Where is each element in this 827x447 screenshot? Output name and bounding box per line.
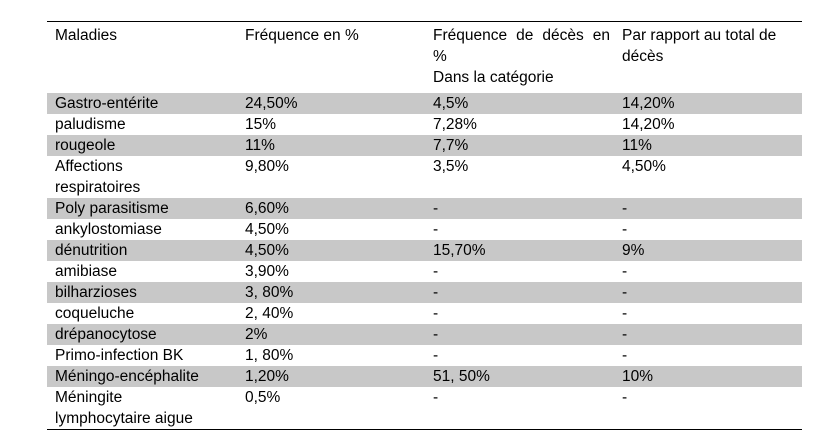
cell-disease: rougeole xyxy=(55,137,116,154)
cell-frequency: 2, 40% xyxy=(245,305,294,322)
cell-disease: Méningo-encéphalite xyxy=(55,368,199,385)
cell-death-frequency: - xyxy=(433,221,439,238)
cell-death-frequency: 3,5% xyxy=(433,158,469,175)
table-row xyxy=(47,240,802,261)
cell-frequency: 3, 80% xyxy=(245,284,294,301)
cell-frequency: 2% xyxy=(245,326,268,343)
cell-total-deaths: - xyxy=(622,389,628,406)
cell-death-frequency: - xyxy=(433,326,439,343)
cell-total-deaths: - xyxy=(622,221,628,238)
cell-disease: paludisme xyxy=(55,116,126,133)
header-maladies: Maladies xyxy=(55,27,118,44)
cell-frequency: 9,80% xyxy=(245,158,289,175)
cell-frequency: 4,50% xyxy=(245,242,289,259)
cell-death-frequency: - xyxy=(433,284,439,301)
cell-total-deaths: - xyxy=(622,326,628,343)
cell-frequency: 6,60% xyxy=(245,200,289,217)
cell-frequency: 4,50% xyxy=(245,221,289,238)
cell-disease: dénutrition xyxy=(55,242,128,259)
cell-death-frequency: 7,7% xyxy=(433,137,469,154)
cell-disease: coqueluche xyxy=(55,305,135,322)
table-row xyxy=(47,261,802,282)
cell-total-deaths: 11% xyxy=(622,137,652,154)
table-row xyxy=(47,387,802,429)
table-row xyxy=(47,114,802,135)
cell-death-frequency: 51, 50% xyxy=(433,368,490,385)
cell-disease: Gastro-entérite xyxy=(55,95,159,112)
table-row xyxy=(47,135,802,156)
cell-total-deaths: - xyxy=(622,284,628,301)
cell-disease: bilharzioses xyxy=(55,284,137,301)
cell-death-frequency: - xyxy=(433,305,439,322)
cell-frequency: 1, 80% xyxy=(245,347,294,364)
cell-death-frequency: - xyxy=(433,263,439,280)
cell-disease: amibiase xyxy=(55,263,118,280)
cell-total-deaths: 10% xyxy=(622,368,654,385)
cell-total-deaths: 14,20% xyxy=(622,116,675,133)
cell-disease: Primo-infection BK xyxy=(55,347,184,364)
cell-total-deaths: - xyxy=(622,305,628,322)
cell-total-deaths: 9% xyxy=(622,242,645,259)
header-frequence: Fréquence en % xyxy=(245,27,359,44)
cell-disease: drépanocytose xyxy=(55,326,157,343)
cell-total-deaths: - xyxy=(622,347,628,364)
cell-death-frequency: 4,5% xyxy=(433,95,469,112)
cell-death-frequency: 7,28% xyxy=(433,116,477,133)
cell-frequency: 1,20% xyxy=(245,368,289,385)
cell-frequency: 15% xyxy=(245,116,277,133)
table-row xyxy=(47,282,802,303)
cell-death-frequency: - xyxy=(433,389,439,406)
cell-disease: Méningite lymphocytaire aigue xyxy=(55,389,193,427)
cell-disease: Affections respiratoires xyxy=(55,158,141,196)
cell-death-frequency: - xyxy=(433,200,439,217)
table-row xyxy=(47,366,802,387)
table-row xyxy=(47,324,802,345)
table-row xyxy=(47,303,802,324)
cell-death-frequency: 15,70% xyxy=(433,242,486,259)
cell-death-frequency: - xyxy=(433,347,439,364)
table-row xyxy=(47,156,802,198)
header-total-deces: Par rapport au total de décès xyxy=(622,27,777,65)
header-frequence-deces: Fréquence de décès en % Dans la catégorie xyxy=(433,27,610,86)
cell-frequency: 0,5% xyxy=(245,389,281,406)
cell-disease: ankylostomiase xyxy=(55,221,162,238)
cell-total-deaths: 14,20% xyxy=(622,95,675,112)
cell-disease: Poly parasitisme xyxy=(55,200,169,217)
cell-frequency: 3,90% xyxy=(245,263,289,280)
table-row xyxy=(47,345,802,366)
table-row xyxy=(47,93,802,114)
table-row xyxy=(47,198,802,219)
table-row xyxy=(47,219,802,240)
table-header xyxy=(47,22,802,93)
cell-total-deaths: - xyxy=(622,263,628,280)
disease-table xyxy=(47,21,802,430)
cell-total-deaths: - xyxy=(622,200,628,217)
cell-total-deaths: 4,50% xyxy=(622,158,666,175)
cell-frequency: 24,50% xyxy=(245,95,298,112)
cell-frequency: 11% xyxy=(245,137,275,154)
